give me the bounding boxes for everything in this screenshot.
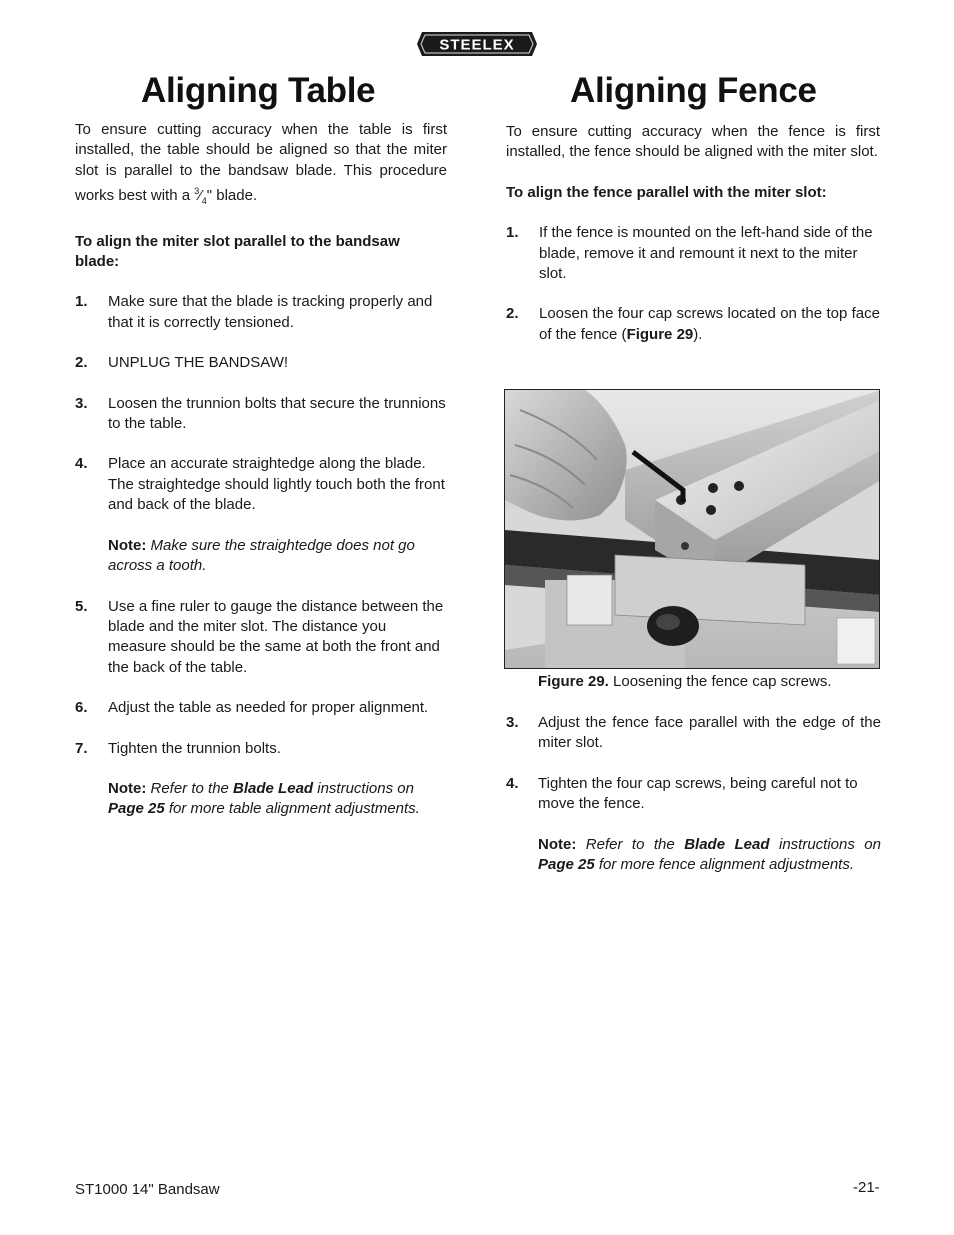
left-subheading: To align the miter slot parallel to the bandsaw blade: xyxy=(75,232,400,271)
right-column-lower xyxy=(506,693,881,875)
steelex-logo xyxy=(416,31,538,57)
left-step-5: 5. Use a fine ruler to gauge the distance between the blade and the miter slot. The distance you measure should be the same at both the front and the back of the table. xyxy=(75,597,444,676)
right-step-2: 2. Loosen the four cap screws located on the top face of the fence (Figure 29). xyxy=(506,305,880,343)
right-subheading: To align the fence parallel with the miter slot: xyxy=(506,183,827,201)
left-step-2: 2. UNPLUG THE BANDSAW! xyxy=(75,354,289,372)
left-column xyxy=(75,70,447,820)
left-title: Aligning Table xyxy=(141,71,376,110)
left-intro: To ensure cutting accuracy when the table is first installed, the table should be aligned so that the miter slot is parallel to the bandsaw blade. This procedure works best with a $^3⁄_4$" blade. xyxy=(75,121,447,207)
left-step-7: 7. Tighten the trunnion bolts. xyxy=(75,739,281,757)
left-step-3: 3. Loosen the trunnion bolts that secure the trunnions to the table. xyxy=(75,394,446,433)
left-step-4: 4. Place an accurate straightedge along the blade. The straightedge should lightly touch both the front and back of the blade. xyxy=(75,455,445,514)
left-step-1: 1. Make sure that the blade is tracking properly and that it is correctly tensioned. xyxy=(75,293,433,331)
left-step-6: 6. Adjust the table as needed for proper alignment. xyxy=(75,699,429,717)
right-column xyxy=(506,70,880,345)
right-note: Note: Refer to the Blade Lead instructions on Page 25 for more fence alignment adjustments. xyxy=(538,835,881,874)
figure-29-photo xyxy=(504,389,880,669)
page-number: -21- xyxy=(853,1179,880,1196)
left-note-1: Note: Make sure the straightedge does not go across a tooth. xyxy=(108,536,415,575)
footer-model: ST1000 14" Bandsaw xyxy=(75,1181,220,1198)
left-note-2: Note: Refer to the Blade Lead instructions on Page 25 for more table alignment adjustments. xyxy=(108,779,420,818)
right-step-1: 1. If the fence is mounted on the left-hand side of the blade, remove it and remount it next to the miter slot. xyxy=(506,224,873,283)
right-step-4: 4. Tighten the four cap screws, being careful not to move the fence. xyxy=(506,774,858,813)
right-title: Aligning Fence xyxy=(570,71,817,110)
right-intro: To ensure cutting accuracy when the fence is first installed, the fence should be aligned with the miter slot. xyxy=(506,123,880,161)
logo-text: STEELEX xyxy=(439,36,515,54)
figure-29-caption: Figure 29. Loosening the fence cap screws. xyxy=(538,673,832,690)
right-step-3: 3. Adjust the fence face parallel with the edge of the miter slot. xyxy=(506,714,881,752)
